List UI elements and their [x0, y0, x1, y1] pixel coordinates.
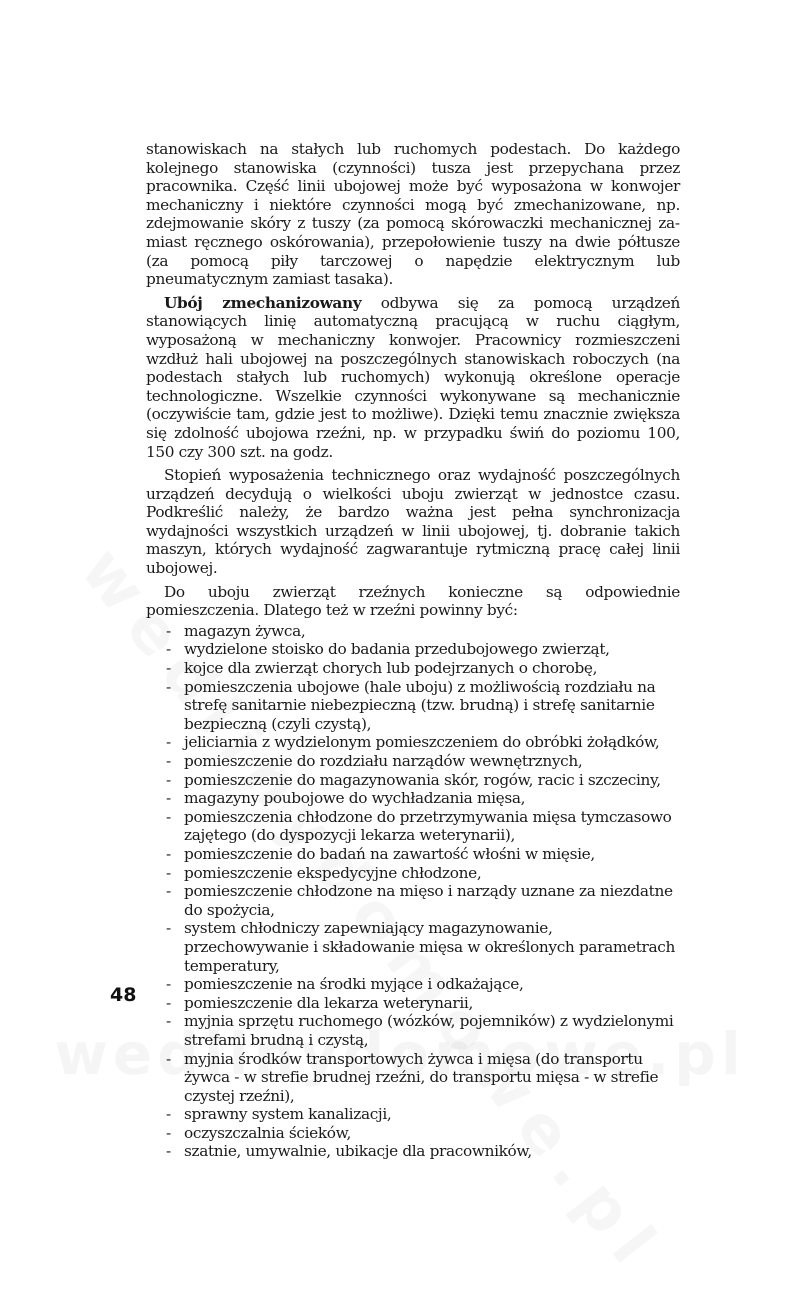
- paragraph-1: stanowiskach na stałych lub ruchomych podestach. Do każdego kolejnego stanowiska (czynności) tusza jest przepychana przez pracownika. Część linii ubojowej może być wyposażona w konwojer mechaniczny i niektóre czynności mogą być zmechanizowane, np. zdejmowanie skóry z tuszy (za pomocą skórowaczki mechanicznej zamiast ręcznego oskórowania), przepołowienie tuszy na dwie półtusze (za pomocą piły tarczowej o napędzie elektrycznym lub pneumatycznym zamiast tasaka).: [146, 140, 680, 289]
- list-item: - magazyny poubojowe do wychładzania mięsa,: [146, 789, 680, 808]
- page-content: [146, 140, 680, 1161]
- list-item: - pomieszczenie chłodzone na mięso i narządy uznane za niezdatne do spożycia,: [146, 882, 680, 919]
- list-item: - magazyn żywca,: [146, 622, 680, 641]
- list-item: - pomieszczenie do badań na zawartość włośni w mięsie,: [146, 845, 680, 864]
- list-item: - pomieszczenia chłodzone do przetrzymywania mięsa tymczasowo zajętego (do dyspozycji lekarza weterynarii),: [146, 808, 680, 845]
- list-item: - sprawny system kanalizacji,: [146, 1105, 680, 1124]
- list-item: - jeliciarnia z wydzielonym pomieszczeniem do obróbki żołądków,: [146, 733, 680, 752]
- paragraph-3: Stopień wyposażenia technicznego oraz wydajność poszczególnych urządzeń decydują o wielkości uboju zwierząt w jednostce czasu. Podkreślić należy, że bardzo ważna jest pełna synchronizacja wydajności wszystkich urządzeń w linii ubojowej, tj. dobranie takich maszyn, których wydajność zagwarantuje rytmiczną pracę całej linii ubojowej.: [146, 466, 680, 578]
- list-item: - pomieszczenie do rozdziału narządów wewnętrznych,: [146, 752, 680, 771]
- page-number: 48: [110, 984, 137, 1006]
- list-item: - kojce dla zwierząt chorych lub podejrzanych o chorobę,: [146, 659, 680, 678]
- list-item: - pomieszczenie dla lekarza weterynarii,: [146, 994, 680, 1013]
- list-item: - oczyszczalnia ścieków,: [146, 1124, 680, 1143]
- paragraph-2: [146, 294, 680, 461]
- list-item: - pomieszczenia ubojowe (hale uboju) z możliwością rozdziału na strefę sanitarnie niebezpieczną (tzw. brudną) i strefę sanitarnie bezpieczną (czyli czystą),: [146, 678, 680, 734]
- list-item: - szatnie, umywalnie, ubikacje dla pracowników,: [146, 1142, 680, 1161]
- paragraph-2-lead: Ubój zmechanizowany: [164, 293, 362, 312]
- paragraph-4: Do uboju zwierząt rzeźnych konieczne są odpowiednie pomieszczenia. Dlatego też w rzeźni powinny być:: [146, 582, 680, 620]
- list-item: - pomieszczenie do magazynowania skór, rogów, racic i szczeciny,: [146, 771, 680, 790]
- list-item: - pomieszczenie ekspedycyjne chłodzone,: [146, 864, 680, 883]
- paragraph-2-text: odbywa się za pomocą urządzeń stanowiących linię automatyczną pracującą w ruchu ciągłym, wyposażoną w mechaniczny konwojer. Pracownicy rozmieszczeni wzdłuż hali ubojowej na poszczególnych stanowiskach roboczych (na podestach stałych lub ruchomych) wykonują określone operacje technologiczne. Wszelkie czynności wykonywane są mechanicznie (oczywiście tam, gdzie jest to możliwe). Dzięki temu znacznie zwiększa się zdolność ubojowa rzeźni, np. w przypadku świń do poziomu 100, 150 czy 300 szt. na godz.: [146, 293, 680, 461]
- list-item: - wydzielone stoisko do badania przedubojowego zwierząt,: [146, 640, 680, 659]
- list-item: - myjnia środków transportowych żywca i mięsa (do transportu żywca - w strefie brudnej rzeźni, do transportu mięsa - w strefie czystej rzeźni),: [146, 1050, 680, 1106]
- list-item: - myjnia sprzętu ruchomego (wózków, pojemników) z wydzielonymi strefami brudną i czystą,: [146, 1012, 680, 1049]
- list-item: - system chłodniczy zapewniający magazynowanie, przechowywanie i składowanie mięsa w określonych parametrach temperatury,: [146, 919, 680, 975]
- list-item: - pomieszczenie na środki myjące i odkażające,: [146, 975, 680, 994]
- requirements-list: [146, 622, 680, 1161]
